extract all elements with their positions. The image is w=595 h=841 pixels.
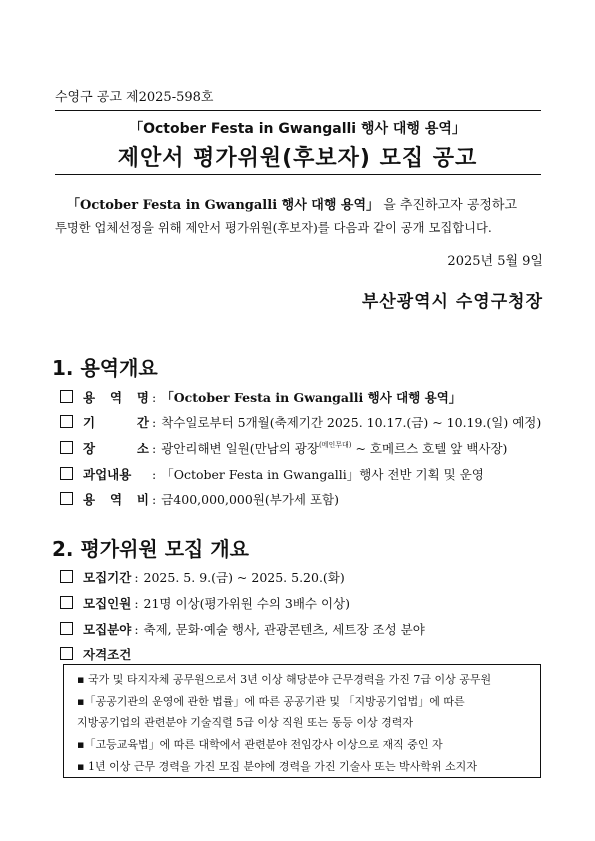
overview-item-name: 용 역 명 : 「October Festa in Gwangalli 행사 대행 용역」 (60, 388, 461, 406)
checkbox-icon (60, 622, 73, 635)
overview-value-cost: 금400,000,000원(부가세 포함) (161, 492, 339, 507)
overview-label-period: 기 간 (83, 415, 149, 430)
qualification-line: ▪「고등교육법」에 따른 대학에서 관련분야 전임강사 이상으로 재직 중인 자 (77, 738, 443, 751)
qualification-line: ▪ 1년 이상 근무 경력을 가진 모집 분야에 경력을 가진 기술사 또는 박사학위 소지자 (77, 760, 477, 773)
recruit-label-count: 모집인원 (83, 596, 132, 611)
checkbox-icon (60, 570, 73, 583)
overview-value-scope: 「October Festa in Gwangalli」행사 전반 기획 및 운영 (161, 467, 484, 482)
checkbox-icon (60, 647, 73, 660)
qualification-line: 지방공기업의 관련분야 기술직렬 5급 이상 직원 또는 동등 이상 경력자 (77, 716, 413, 729)
checkbox-icon (60, 390, 73, 403)
notice-number: 수영구 공고 제2025-598호 (55, 90, 214, 105)
recruit-label-period: 모집기간 (83, 570, 132, 585)
qualification-line: ▪ 국가 및 타지자체 공무원으로서 3년 이상 해당분야 근무경력을 가진 7급 이상 공무원 (77, 673, 492, 686)
recruit-item-count: 모집인원 : 21명 이상(평가위원 수의 3배수 이상) (60, 594, 350, 612)
section2-heading: 2. 평가위원 모집 개요 (52, 537, 249, 561)
issuer-name: 부산광역시 수영구청장 (361, 292, 543, 312)
overview-label-cost: 용 역 비 (83, 492, 149, 507)
recruit-item-period: 모집기간 : 2025. 5. 9.(금) ~ 2025. 5.20.(화) (60, 568, 345, 586)
checkbox-icon (60, 441, 73, 454)
qualification-line: ▪「공공기관의 운영에 관한 법률」에 따른 공공기관 및 「지방공기업법」에 따른 (77, 695, 465, 708)
overview-value-location: 광안리해변 일원(만남의 광장$^{(메인무대)}$ ~ 호메르스 호텔 앞 백사장) (161, 441, 508, 456)
overview-item-location: 장 소 : 광안리해변 일원(만남의 광장$^{(메인무대)}$ ~ 호메르스 호텔 앞 백사장) (60, 439, 507, 457)
recruit-value-field: 축제, 문화·예술 행사, 관광콘텐츠, 세트장 조성 분야 (143, 622, 425, 637)
intro-line-1 (55, 194, 543, 213)
checkbox-icon (60, 492, 73, 505)
intro-line-2: 투명한 업체선정을 위해 제안서 평가위원(후보자)를 다음과 같이 공개 모집합니다. (55, 221, 492, 235)
recruit-label-qualification: 자격조건 (83, 647, 132, 662)
checkbox-icon (60, 467, 73, 480)
intro-project-name: 「October Festa in Gwangalli 행사 대행 용역」 (67, 198, 380, 213)
title-rule (55, 174, 541, 175)
recruit-label-field: 모집분야 (83, 622, 132, 637)
intro-line-1-rest: 을 추진하고자 공정하고 (383, 198, 518, 213)
overview-label-name: 용 역 명 (83, 390, 149, 405)
recruit-item-field: 모집분야 : 축제, 문화·예술 행사, 관광콘텐츠, 세트장 조성 분야 (60, 620, 425, 638)
overview-item-cost: 용 역 비 : 금400,000,000원(부가세 포함) (60, 490, 339, 508)
overview-label-scope: 과업내용 (83, 467, 132, 482)
overview-value-period: 착수일로부터 5개월(축제기간 2025. 10.17.(금) ~ 10.19.(일) 예정) (161, 415, 542, 430)
top-rule (55, 110, 541, 111)
qualification-box (63, 664, 541, 778)
checkbox-icon (60, 415, 73, 428)
overview-value-name: 「October Festa in Gwangalli 행사 대행 용역」 (161, 390, 462, 405)
page-title: 제안서 평가위원(후보자) 모집 공고 (117, 146, 478, 171)
notice-date: 2025년 5월 9일 (447, 254, 543, 269)
title-subtitle: 「October Festa in Gwangalli 행사 대행 용역」 (129, 121, 466, 137)
recruit-item-qualification (60, 645, 131, 663)
recruit-value-period: 2025. 5. 9.(금) ~ 2025. 5.20.(화) (143, 570, 345, 585)
overview-item-period: 기 간 : 착수일로부터 5개월(축제기간 2025. 10.17.(금) ~ 10.19.(일) 예정) (60, 413, 541, 431)
checkbox-icon (60, 596, 73, 609)
section1-heading: 1. 용역개요 (52, 356, 158, 380)
overview-label-location: 장 소 (83, 441, 149, 456)
recruit-value-count: 21명 이상(평가위원 수의 3배수 이상) (143, 596, 351, 611)
overview-item-scope: 과업내용 : 「October Festa in Gwangalli」행사 전반 기획 및 운영 (60, 465, 484, 483)
